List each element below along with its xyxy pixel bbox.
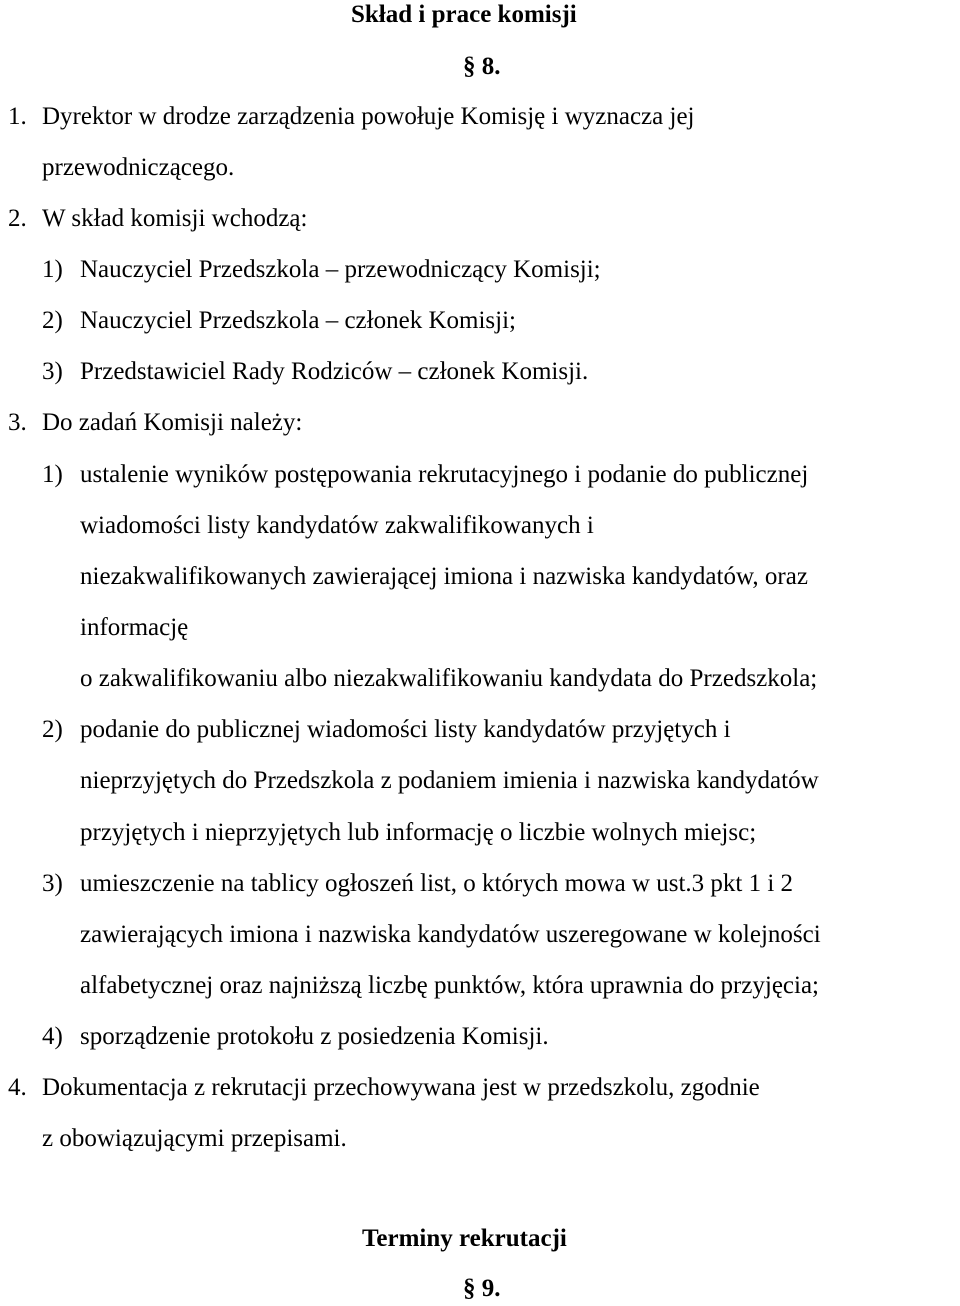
subitem-text-line: niezakwalifikowanych zawierającej imiona i nazwiska kandydatów, oraz <box>80 563 808 590</box>
subitem-number: 3) <box>42 870 63 897</box>
subitem-text-line: zawierających imiona i nazwiska kandydatów uszeregowane w kolejności <box>80 921 821 948</box>
subitem-text-line: Nauczyciel Przedszkola – członek Komisji; <box>80 307 516 334</box>
item-intro: W skład komisji wchodzą: <box>42 205 308 232</box>
subitem-number: 1) <box>42 256 63 283</box>
subitem-text-line: ustalenie wyników postępowania rekrutacyjnego i podanie do publicznej <box>80 461 809 488</box>
subitem-text-line: informację <box>80 614 189 641</box>
paragraph-mark: § 9. <box>463 1275 501 1302</box>
subitem-text-line: Nauczyciel Przedszkola – przewodniczący Komisji; <box>80 256 601 283</box>
subitem-number: 2) <box>42 716 63 743</box>
item-number: 2. <box>8 205 27 232</box>
item-number: 3. <box>8 409 27 436</box>
paragraph-mark: § 8. <box>463 53 501 80</box>
subitem-number: 1) <box>42 461 63 488</box>
item-number: 4. <box>8 1074 27 1101</box>
subitem-number: 4) <box>42 1023 63 1050</box>
section-heading: Terminy rekrutacji <box>362 1225 567 1252</box>
subitem-number: 3) <box>42 358 63 385</box>
subitem-text-line: przyjętych i nieprzyjętych lub informację o liczbie wolnych miejsc; <box>80 819 757 846</box>
subitem-text-line: sporządzenie protokołu z posiedzenia Komisji. <box>80 1023 549 1050</box>
subitem-text-line: nieprzyjętych do Przedszkola z podaniem imienia i nazwiska kandydatów <box>80 767 819 794</box>
item-text-line: Dyrektor w drodze zarządzenia powołuje Komisję i wyznacza jej <box>42 103 695 130</box>
subitem-text-line: o zakwalifikowaniu albo niezakwalifikowaniu kandydata do Przedszkola; <box>80 665 818 692</box>
item-text-line: Dokumentacja z rekrutacji przechowywana jest w przedszkolu, zgodnie <box>42 1074 760 1101</box>
item-text-line: z obowiązującymi przepisami. <box>42 1125 347 1152</box>
subitem-text-line: podanie do publicznej wiadomości listy kandydatów przyjętych i <box>80 716 731 743</box>
item-intro: Do zadań Komisji należy: <box>42 409 303 436</box>
section-heading: Skład i prace komisji <box>351 1 577 28</box>
subitem-text-line: umieszczenie na tablicy ogłoszeń list, o których mowa w ust.3 pkt 1 i 2 <box>80 870 794 897</box>
item-text-line: przewodniczącego. <box>42 154 235 181</box>
subitem-text-line: wiadomości listy kandydatów zakwalifikowanych i <box>80 512 594 539</box>
subitem-text-line: Przedstawiciel Rady Rodziców – członek Komisji. <box>80 358 589 385</box>
subitem-text-line: alfabetycznej oraz najniższą liczbę punktów, która uprawnia do przyjęcia; <box>80 972 820 999</box>
item-number: 1. <box>8 103 27 130</box>
subitem-number: 2) <box>42 307 63 334</box>
